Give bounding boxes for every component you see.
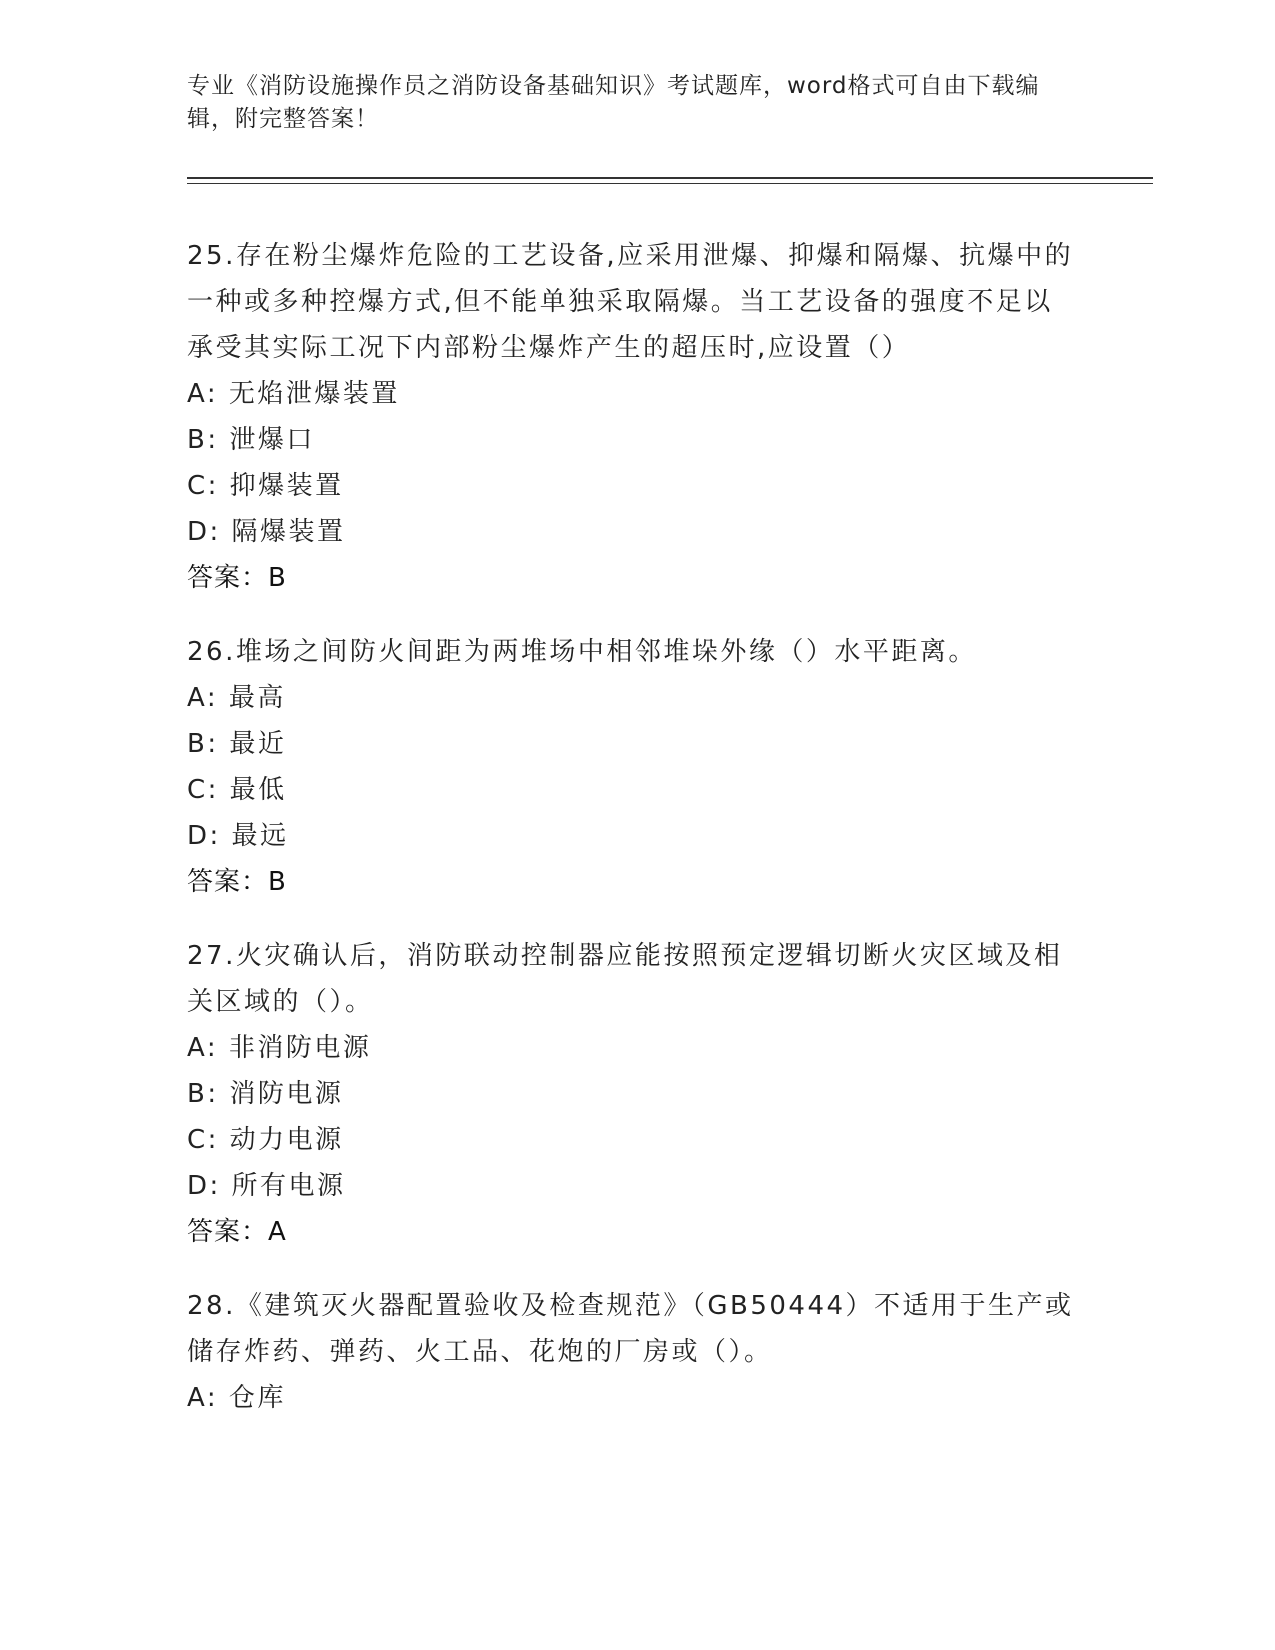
header-divider-thick bbox=[187, 177, 1153, 179]
option-d: D: 所有电源 bbox=[187, 1171, 346, 1201]
option-a: A: 无焰泄爆装置 bbox=[187, 379, 400, 409]
answer-value: B bbox=[268, 867, 287, 897]
question-26 bbox=[187, 629, 1077, 905]
question-stem: 27.火灾确认后，消防联动控制器应能按照预定逻辑切断火灾区域及相关区域的（）。 bbox=[187, 941, 1063, 1017]
option-d: D: 最远 bbox=[187, 821, 289, 851]
question-stem: 28.《建筑灭火器配置验收及检查规范》（GB50444）不适用于生产或储存炸药、弹药、火工品、花炮的厂房或（）。 bbox=[187, 1291, 1074, 1367]
option-c: C: 最低 bbox=[187, 775, 287, 805]
answer-value: B bbox=[268, 563, 287, 593]
answer-label: 答案： bbox=[187, 867, 269, 897]
option-c: C: 动力电源 bbox=[187, 1125, 344, 1155]
option-b: B: 消防电源 bbox=[187, 1079, 344, 1109]
option-a: A: 仓库 bbox=[187, 1383, 286, 1413]
option-a: A: 最高 bbox=[187, 683, 286, 713]
answer-line bbox=[187, 1209, 1077, 1255]
option-c: C: 抑爆装置 bbox=[187, 471, 344, 501]
document-header: 专业《消防设施操作员之消防设备基础知识》考试题库，word格式可自由下载编辑，附完整答案！ bbox=[187, 73, 1040, 132]
option-b: B: 泄爆口 bbox=[187, 425, 315, 455]
option-d: D: 隔爆装置 bbox=[187, 517, 346, 547]
question-stem: 25.存在粉尘爆炸危险的工艺设备,应采用泄爆、抑爆和隔爆、抗爆中的一种或多种控爆方式,但不能单独采取隔爆。当工艺设备的强度不足以承受其实际工况下内部粉尘爆炸产生的超压时,应设置（） bbox=[187, 241, 1074, 363]
answer-line bbox=[187, 859, 1077, 905]
question-27 bbox=[187, 933, 1077, 1255]
option-b: B: 最近 bbox=[187, 729, 287, 759]
answer-line bbox=[187, 555, 1077, 601]
answer-label: 答案： bbox=[187, 1217, 269, 1247]
option-a: A: 非消防电源 bbox=[187, 1033, 372, 1063]
header-divider-thin bbox=[187, 183, 1153, 184]
question-stem: 26.堆场之间防火间距为两堆场中相邻堆垛外缘（）水平距离。 bbox=[187, 637, 977, 667]
question-list bbox=[187, 233, 1077, 1449]
answer-value: A bbox=[268, 1217, 287, 1247]
question-25 bbox=[187, 233, 1077, 601]
question-28 bbox=[187, 1283, 1077, 1421]
answer-label: 答案： bbox=[187, 563, 269, 593]
